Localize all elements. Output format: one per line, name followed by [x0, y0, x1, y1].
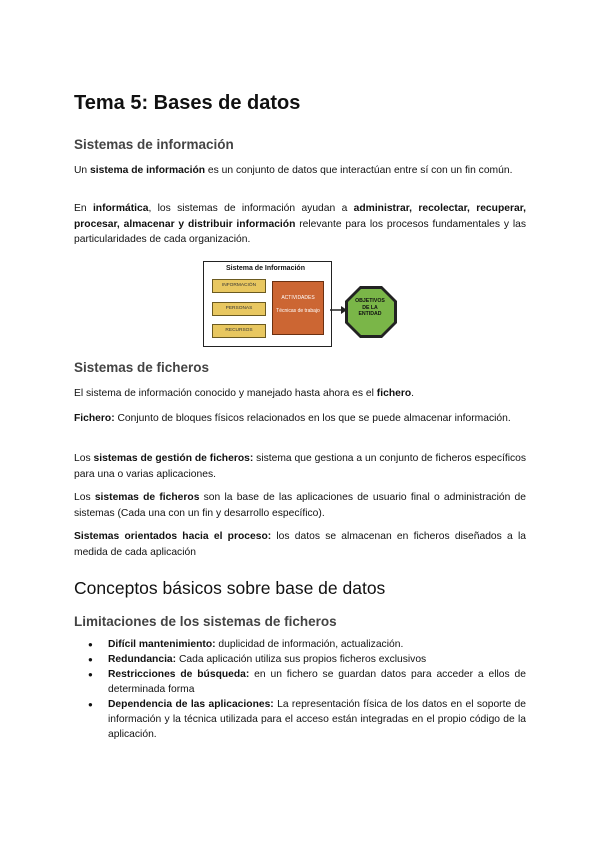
subsection-heading-limitaciones: Limitaciones de los sistemas de ficheros [74, 614, 337, 629]
diagram-box-personas: PERSONAS [212, 302, 266, 316]
diagram-box-informacion: INFORMACIÓN [212, 279, 266, 293]
objective-label: OBJETIVOS DE LA ENTIDAD [355, 298, 385, 317]
paragraph-orientados-proceso: Sistemas orientados hacia el proceso: los datos se almacenan en ficheros diseñados a la medida de cada aplicación [74, 531, 527, 558]
section-heading-conceptos: Conceptos básicos sobre base de datos [74, 578, 386, 598]
paragraph-gestion-ficheros: Los sistemas de gestión de ficheros: sistema que gestiona a un conjunto de ficheros específicos para una o varias aplicaciones. [74, 453, 527, 480]
activity-title: ACTIVIDADES [281, 295, 315, 301]
page-title: Tema 5: Bases de datos [74, 92, 301, 114]
list-item: ● Dependencia de las aplicaciones: La representación física de los datos en el soporte de información y la técnica utilizada para el acceso están integradas en el propio código de la aplicación. [74, 697, 526, 742]
list-item: ● Restricciones de búsqueda: en un fichero se guardan datos para acceder a ellos de determinada forma [74, 667, 526, 697]
diagram-box-recursos: RECURSOS [212, 324, 266, 338]
paragraph-fichero-intro: El sistema de información conocido y manejado hasta ahora es el fichero. [74, 388, 415, 399]
paragraph-sistema-info-definition: Un sistema de información es un conjunto de datos que interactúan entre sí con un fin común. [74, 165, 513, 176]
diagram-activity-box [272, 281, 324, 335]
list-item: ● Difícil mantenimiento: duplicidad de información, actualización. [74, 637, 526, 652]
paragraph-fichero-definition: Fichero: Conjunto de bloques físicos relacionados en los que se puede almacenar información. [74, 413, 511, 424]
diagram-frame [203, 261, 332, 347]
section-heading-sistemas-ficheros: Sistemas de ficheros [74, 360, 210, 375]
section-heading-sistemas-informacion: Sistemas de información [74, 137, 234, 152]
activity-subtitle: Técnicas de trabajo [276, 308, 320, 314]
limitations-list [74, 637, 526, 742]
information-system-diagram [203, 261, 400, 347]
paragraph-sistemas-ficheros: Los sistemas de ficheros son la base de las aplicaciones de usuario final o administración de sistemas (Cada una con un fin y desarrollo específico). [74, 492, 526, 519]
paragraph-informatica: En informática, los sistemas de información ayudan a administrar, recolectar, recuperar, procesar, almacenar y distribuir información relevante para los procesos fundamentales y las particularidades de cada organización. [74, 203, 527, 245]
list-item: ● Redundancia: Cada aplicación utiliza sus propios ficheros exclusivos [74, 652, 526, 667]
diagram-frame-title: Sistema de Información [226, 265, 305, 272]
